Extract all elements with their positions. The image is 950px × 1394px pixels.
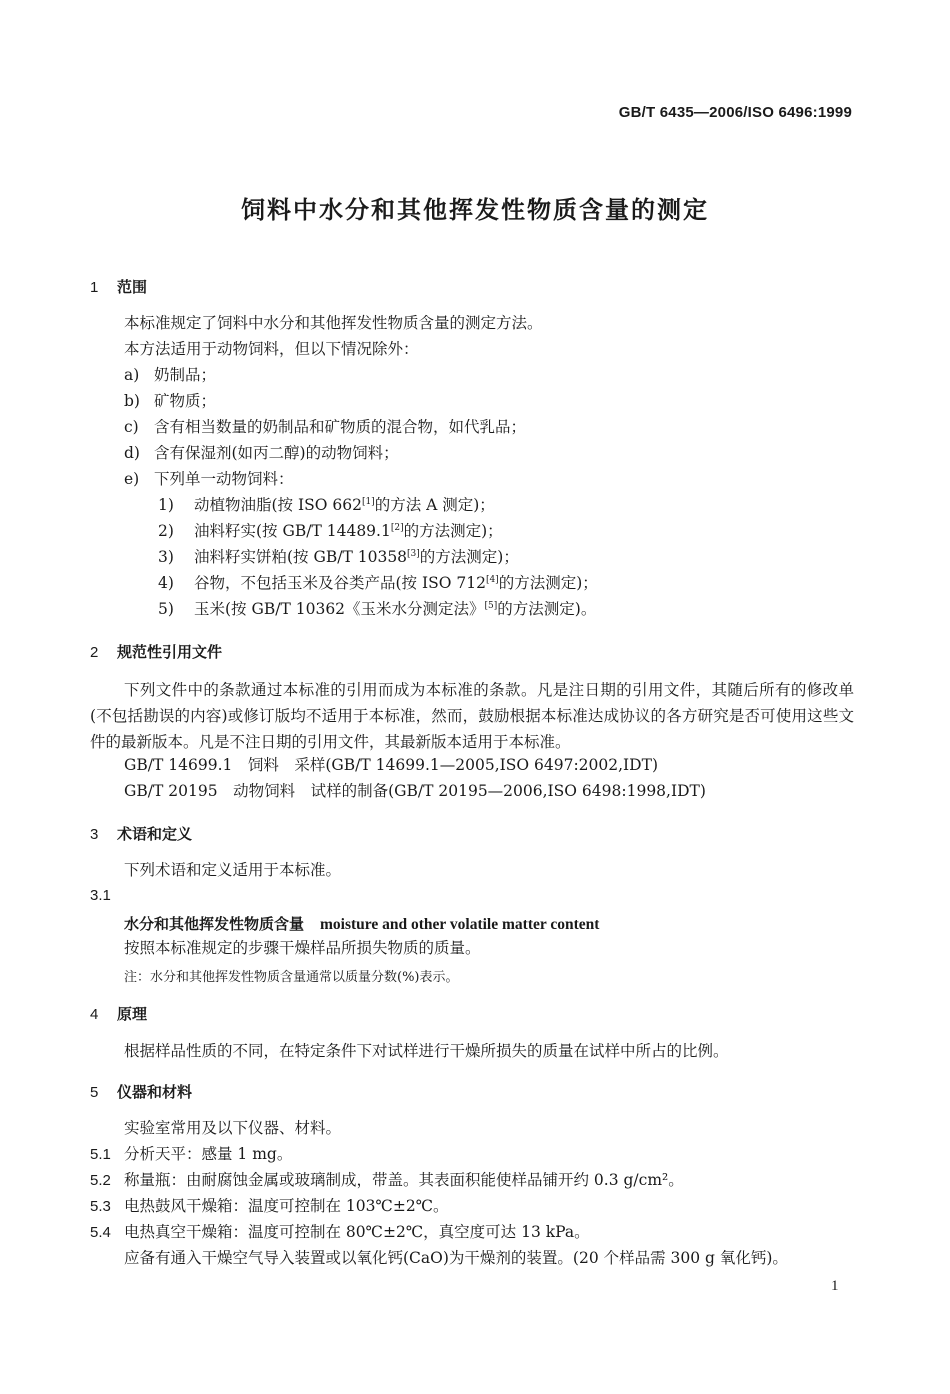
citation-ref: [3] <box>407 549 420 559</box>
sub-list-item <box>158 574 598 593</box>
sub-list-text: 的方法测定)； <box>403 522 503 540</box>
paragraph: 本标准规定了饲料中水分和其他挥发性物质含量的测定方法。 <box>124 314 543 332</box>
list-text: 下列单一动物饲料： <box>154 470 294 488</box>
numbered-item <box>90 1197 449 1216</box>
sub-list-label: 2) <box>158 522 174 540</box>
section-title: 术语和定义 <box>117 825 193 843</box>
numbered-item <box>90 1171 684 1190</box>
section-title: 范围 <box>117 278 148 296</box>
item-text: 电热鼓风干燥箱：温度可控制在 103℃±2℃。 <box>124 1197 449 1215</box>
sub-list-text: 的方法测定)； <box>419 548 519 566</box>
item-number: 5.1 <box>90 1146 111 1163</box>
paragraph: 实验室常用及以下仪器、材料。 <box>124 1119 342 1137</box>
sub-list-text: 动植物油脂(按 ISO 662 <box>194 496 362 514</box>
subsection-number: 3.1 <box>90 887 111 904</box>
paragraph: 本方法适用于动物饲料，但以下情况除外： <box>124 340 419 358</box>
item-number: 5.3 <box>90 1198 111 1215</box>
citation-ref: [2] <box>390 523 404 533</box>
section-number: 1 <box>90 279 99 296</box>
sub-list-item <box>158 496 495 515</box>
sub-list-item <box>158 548 519 567</box>
paragraph: 根据样品性质的不同，在特定条件下对试样进行干燥所损失的质量在试样中所占的比例。 <box>124 1042 729 1060</box>
section-5-heading <box>90 1081 192 1102</box>
reference-item: GB/T 14699.1 饲料 采样(GB/T 14699.1—2005,ISO 6497:2002,IDT) <box>124 756 658 774</box>
reference-item: GB/T 20195 动物饲料 试样的制备(GB/T 20195—2006,ISO 6498:1998,IDT) <box>124 782 706 800</box>
list-label: b) <box>124 392 140 410</box>
term-chinese: 水分和其他挥发性物质含量 <box>124 915 305 933</box>
sub-list-label: 4) <box>158 574 174 592</box>
numbered-item <box>90 1145 292 1164</box>
section-number: 5 <box>90 1084 99 1101</box>
term-english: moisture and other volatile matter content <box>320 916 600 933</box>
section-2-heading <box>90 641 222 662</box>
list-item <box>124 366 216 385</box>
document-title: 饲料中水分和其他挥发性物质含量的测定 <box>241 196 709 224</box>
list-item <box>124 418 526 437</box>
sub-list-item <box>158 522 503 541</box>
item-number: 5.2 <box>90 1172 111 1189</box>
term-definition: 按照本标准规定的步骤干燥样品所损失物质的质量。 <box>124 939 481 957</box>
citation-ref: [4] <box>485 575 499 585</box>
paragraph: 下列术语和定义适用于本标准。 <box>124 861 342 879</box>
sub-list-text: 的方法 A 测定)； <box>374 496 495 514</box>
section-title: 仪器和材料 <box>117 1083 193 1101</box>
list-item <box>124 392 216 411</box>
item-text: 称量瓶：由耐腐蚀金属或玻璃制成，带盖。其表面积能使样品铺开约 0.3 g/cm²。 <box>124 1171 684 1189</box>
list-item <box>124 470 294 489</box>
section-number: 3 <box>90 826 99 843</box>
sub-list-label: 5) <box>158 600 174 618</box>
item-number: 5.4 <box>90 1224 111 1241</box>
list-text: 矿物质； <box>154 392 217 410</box>
list-label: c) <box>124 418 139 436</box>
list-label: e) <box>124 470 140 488</box>
list-label: a) <box>124 366 140 384</box>
numbered-item <box>90 1223 590 1242</box>
paragraph: 应备有通入干燥空气导入装置或以氧化钙(CaO)为干燥剂的装置。(20 个样品需 300 g 氧化钙)。 <box>124 1249 788 1267</box>
sub-list-text: 玉米(按 GB/T 10362《玉米水分测定法》 <box>194 600 485 618</box>
page-number: 1 <box>831 1278 839 1294</box>
citation-ref: [5] <box>484 601 498 611</box>
standard-code: GB/T 6435—2006/ISO 6496:1999 <box>618 104 852 121</box>
list-text: 奶制品； <box>154 366 217 384</box>
section-title: 原理 <box>117 1005 148 1023</box>
note: 注：水分和其他挥发性物质含量通常以质量分数(%)表示。 <box>124 970 459 985</box>
sub-list-label: 1) <box>158 496 174 514</box>
term-entry <box>124 913 599 934</box>
section-4-heading <box>90 1003 147 1024</box>
sub-list-text: 谷物，不包括玉米及谷类产品(按 ISO 712 <box>194 574 486 592</box>
list-label: d) <box>124 444 140 462</box>
list-item <box>124 444 399 463</box>
section-title: 规范性引用文件 <box>117 643 223 661</box>
item-text: 电热真空干燥箱：温度可控制在 80℃±2℃，真空度可达 13 kPa。 <box>124 1223 590 1241</box>
sub-list-text: 的方法测定)； <box>498 574 598 592</box>
sub-list-text: 油料籽实饼粕(按 GB/T 10358 <box>194 548 408 566</box>
sub-list-item <box>158 600 596 619</box>
sub-list-text: 油料籽实(按 GB/T 14489.1 <box>194 522 391 540</box>
list-text: 含有保湿剂(如丙二醇)的动物饲料； <box>154 444 399 462</box>
paragraph: 下列文件中的条款通过本标准的引用而成为本标准的条款。凡是注日期的引用文件，其随后所有的修改单(不包括勘误的内容)或修订版均不适用于本标准，然而，鼓励根据本标准达成协议的各方研究是否可使用这些文件的最新版本。凡是不注日期的引用文件，其最新版本适用于本标准。 <box>90 681 854 751</box>
section-1-heading <box>90 276 147 297</box>
sub-list-label: 3) <box>158 548 174 566</box>
section-number: 2 <box>90 644 99 661</box>
item-text: 分析天平：感量 1 mg。 <box>124 1145 293 1163</box>
section-3-heading <box>90 823 192 844</box>
citation-ref: [1] <box>361 497 375 507</box>
section-number: 4 <box>90 1006 99 1023</box>
list-text: 含有相当数量的奶制品和矿物质的混合物，如代乳品； <box>154 418 527 436</box>
sub-list-text: 的方法测定)。 <box>497 600 597 618</box>
